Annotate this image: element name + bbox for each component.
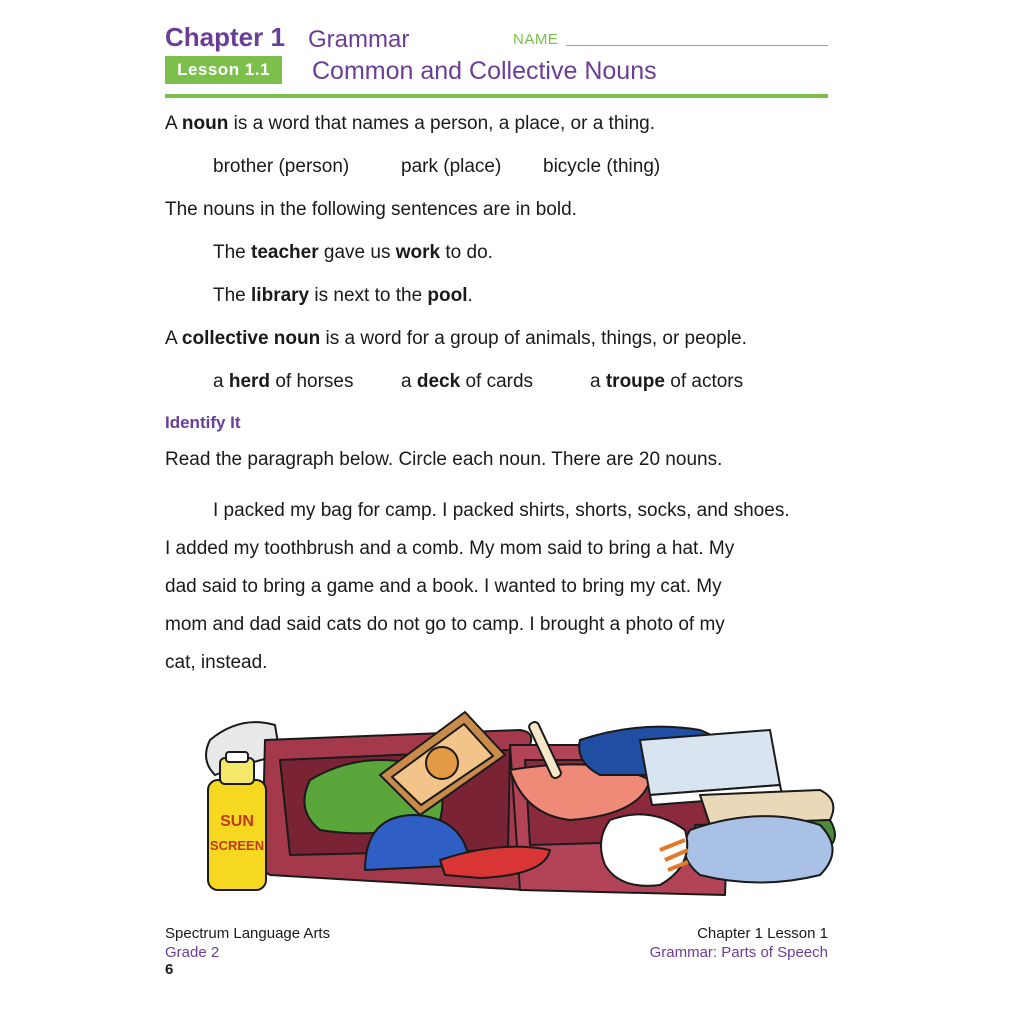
- bold-intro: The nouns in the following sentences are in bold.: [165, 199, 577, 220]
- paragraph-line-3[interactable]: dad said to bring a game and a book. I wanted to bring my cat. My: [165, 576, 722, 597]
- collective-example-troupe: a troupe of actors: [590, 371, 744, 392]
- noun-definition: A noun is a word that names a person, a place, or a thing.: [165, 113, 656, 134]
- name-line[interactable]: [566, 45, 828, 46]
- collective-noun-definition: A collective noun is a word for a group of animals, things, or people.: [165, 328, 747, 349]
- footer-topic: Grammar: Parts of Speech: [649, 944, 828, 961]
- paragraph-line-1[interactable]: I packed my bag for camp. I packed shirts, shorts, socks, and shoes.: [213, 500, 790, 521]
- cat-in-photo: [426, 747, 458, 779]
- paragraph-line-4[interactable]: mom and dad said cats do not go to camp. I brought a photo of my: [165, 614, 725, 635]
- chapter-label: Chapter 1: [165, 22, 285, 52]
- header-rule: [165, 94, 828, 98]
- name-label: NAME: [513, 31, 559, 48]
- collective-example-deck: a deck of cards: [401, 371, 534, 392]
- activity-heading: Identify It: [165, 413, 241, 432]
- paragraph-line-2[interactable]: I added my toothbrush and a comb. My mom said to bring a hat. My: [165, 538, 735, 559]
- lesson-badge: Lesson 1.1: [165, 56, 282, 84]
- footer-book-title: Spectrum Language Arts: [165, 925, 331, 942]
- example-place: park (place): [401, 156, 502, 177]
- activity-instructions: Read the paragraph below. Circle each noun. There are 20 nouns.: [165, 449, 723, 470]
- book: [640, 730, 780, 795]
- example-sentence-1: The teacher gave us work to do.: [213, 242, 493, 263]
- subject-label: Grammar: [308, 26, 410, 53]
- page-number: 6: [165, 961, 174, 978]
- sock: [601, 814, 687, 885]
- paragraph-line-5[interactable]: cat, instead.: [165, 652, 268, 673]
- packed-suitcase-illustration: [180, 700, 850, 915]
- lesson-title: Common and Collective Nouns: [312, 57, 657, 85]
- sunscreen-bottle: [208, 780, 266, 890]
- footer-grade: Grade 2: [165, 944, 220, 961]
- collective-example-herd: a herd of horses: [213, 371, 354, 392]
- example-person: brother (person): [213, 156, 350, 177]
- example-sentence-2: The library is next to the pool.: [213, 285, 473, 306]
- sunscreen-label-1: SUN: [220, 813, 254, 830]
- folded-jeans: [684, 816, 832, 882]
- example-thing: bicycle (thing): [543, 156, 661, 177]
- sunscreen-label-2: SCREEN: [209, 838, 265, 853]
- footer-chapter-lesson: Chapter 1 Lesson 1: [697, 925, 828, 942]
